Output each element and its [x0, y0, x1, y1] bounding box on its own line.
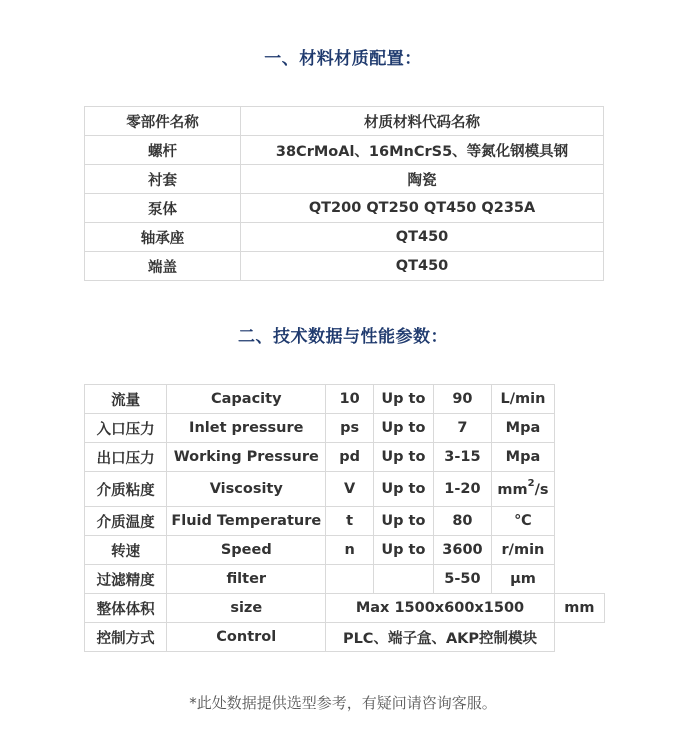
param-value: 90	[433, 385, 491, 414]
param-up-to	[374, 565, 434, 594]
param-up-to: Up to	[374, 443, 434, 472]
param-zh: 转速	[85, 536, 167, 565]
table-row	[85, 252, 604, 281]
param-en: filter	[167, 565, 326, 594]
param-unit: mm	[554, 594, 604, 623]
param-en: size	[167, 594, 326, 623]
table-row	[85, 472, 605, 507]
param-en: Viscosity	[167, 472, 326, 507]
table-row	[85, 223, 604, 252]
param-symbol: V	[326, 472, 374, 507]
materials-table	[84, 106, 604, 281]
param-en: Working Pressure	[167, 443, 326, 472]
param-unit: Mpa	[492, 414, 555, 443]
param-unit: ℃	[492, 507, 555, 536]
param-up-to: Up to	[374, 536, 434, 565]
param-value: 3-15	[433, 443, 491, 472]
part-name: 泵体	[85, 194, 241, 223]
part-name: 螺杆	[85, 136, 241, 165]
param-zh: 整体体积	[85, 594, 167, 623]
param-symbol: 10	[326, 385, 374, 414]
unit-superscript: 2	[527, 478, 535, 490]
table-row	[85, 385, 605, 414]
param-value: 1-20	[433, 472, 491, 507]
part-name: 轴承座	[85, 223, 241, 252]
param-symbol	[326, 565, 374, 594]
param-symbol: ps	[326, 414, 374, 443]
param-merged-value: Max 1500x600x1500	[326, 594, 555, 623]
material-name: QT450	[241, 252, 604, 281]
param-en: Speed	[167, 536, 326, 565]
part-name: 端盖	[85, 252, 241, 281]
section-title-specs: 二、技术数据与性能参数：	[238, 327, 448, 347]
table-row	[85, 136, 604, 165]
unit-tail: /s	[534, 481, 549, 498]
table-row	[85, 165, 604, 194]
param-up-to: Up to	[374, 472, 434, 507]
param-en: Control	[167, 623, 326, 652]
part-name: 衬套	[85, 165, 241, 194]
material-name: 38CrMoAl、16MnCrS5、等氮化钢模具钢	[241, 136, 604, 165]
table-row	[85, 623, 605, 652]
param-en: Fluid Temperature	[167, 507, 326, 536]
param-up-to: Up to	[374, 414, 434, 443]
specs-table	[84, 384, 605, 652]
param-zh: 出口压力	[85, 443, 167, 472]
param-value: 3600	[433, 536, 491, 565]
param-merged-value: PLC、端子盒、AKP控制模块	[326, 623, 555, 652]
header-part-name: 零部件名称	[85, 107, 241, 136]
param-en: Capacity	[167, 385, 326, 414]
param-zh: 介质粘度	[85, 472, 167, 507]
param-value: 5-50	[433, 565, 491, 594]
material-name: 陶瓷	[241, 165, 604, 194]
param-unit: μm	[492, 565, 555, 594]
table-row	[85, 194, 604, 223]
param-up-to: Up to	[374, 507, 434, 536]
table-row	[85, 536, 605, 565]
unit-base: mm	[497, 481, 528, 498]
table-row	[85, 414, 605, 443]
param-unit: Mpa	[492, 443, 555, 472]
footnote: *此处数据提供选型参考，有疑问请咨询客服。	[189, 694, 497, 712]
param-up-to: Up to	[374, 385, 434, 414]
param-unit: L/min	[492, 385, 555, 414]
param-unit	[492, 472, 555, 507]
param-zh: 介质温度	[85, 507, 167, 536]
table-row	[85, 507, 605, 536]
param-symbol: t	[326, 507, 374, 536]
param-value: 7	[433, 414, 491, 443]
param-zh: 控制方式	[85, 623, 167, 652]
table-header-row	[85, 107, 604, 136]
material-name: QT450	[241, 223, 604, 252]
param-symbol: n	[326, 536, 374, 565]
header-material-code: 材质材料代码名称	[241, 107, 604, 136]
param-zh: 流量	[85, 385, 167, 414]
param-en: Inlet pressure	[167, 414, 326, 443]
param-zh: 入口压力	[85, 414, 167, 443]
param-zh: 过滤精度	[85, 565, 167, 594]
table-row	[85, 565, 605, 594]
param-value: 80	[433, 507, 491, 536]
param-symbol: pd	[326, 443, 374, 472]
table-row	[85, 594, 605, 623]
section-title-materials: 一、材料材质配置：	[264, 49, 422, 69]
material-name: QT200 QT250 QT450 Q235A	[241, 194, 604, 223]
table-row	[85, 443, 605, 472]
param-unit: r/min	[492, 536, 555, 565]
